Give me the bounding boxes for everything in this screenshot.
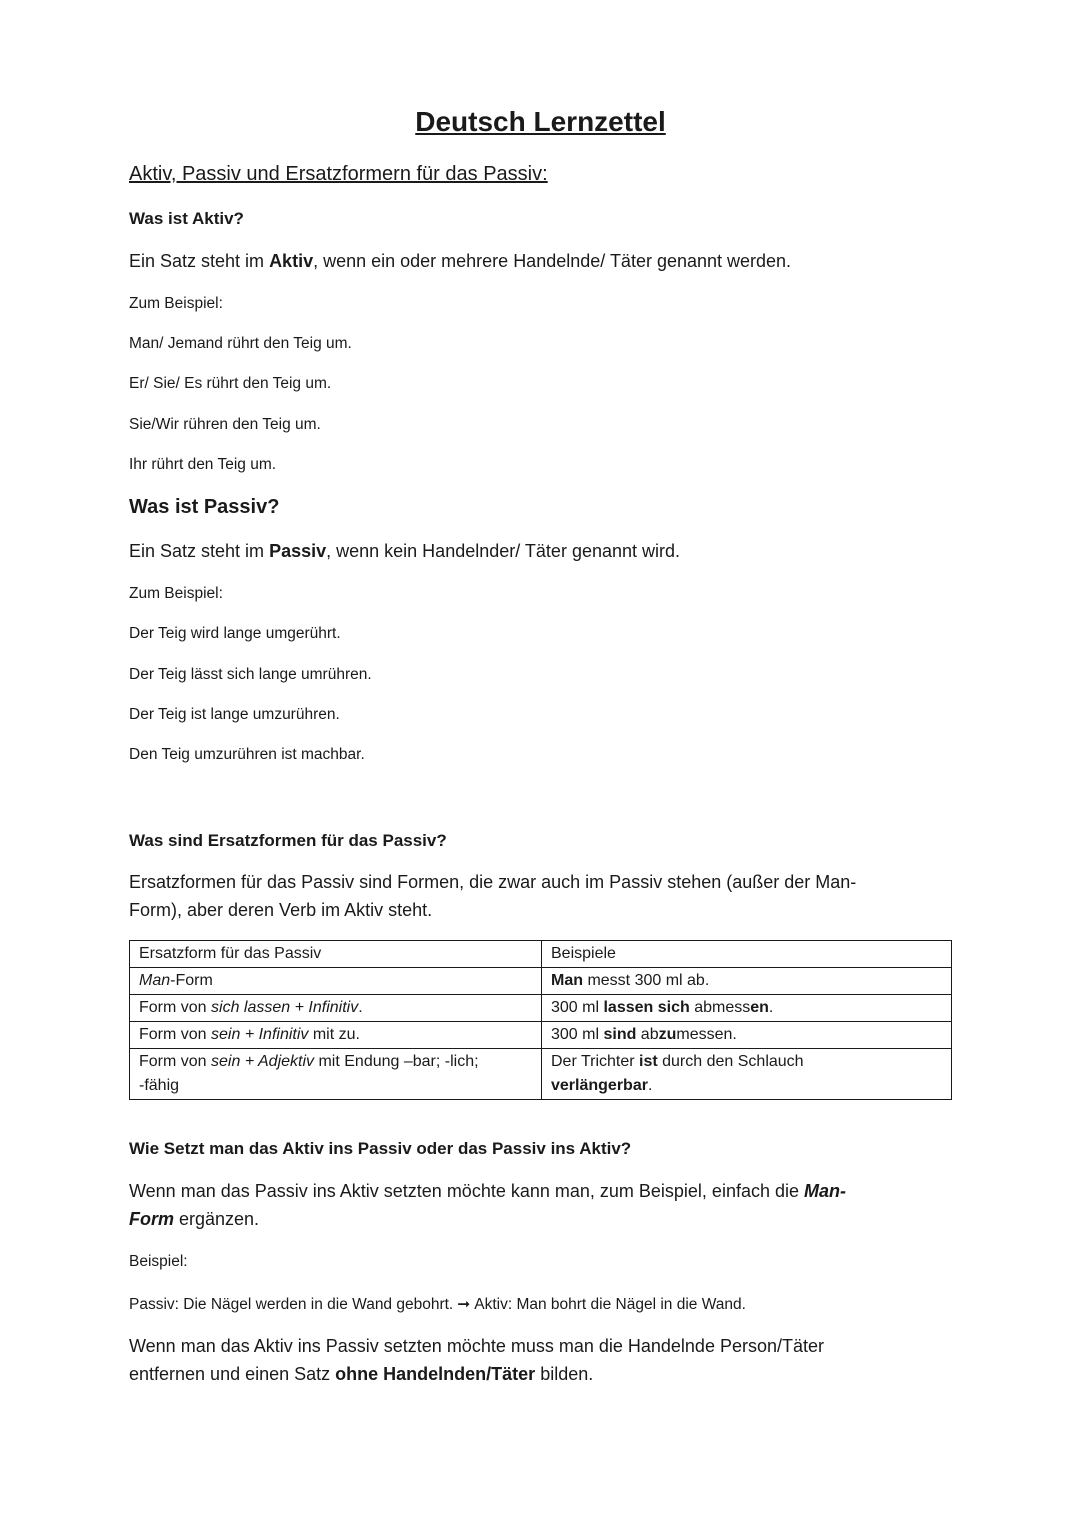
ersatz-intro-line2: Form), aber deren Verb im Aktiv steht. <box>129 900 433 920</box>
conversion-p1-line2 <box>129 1209 259 1230</box>
table-cell-example <box>542 968 952 995</box>
table-cell-example <box>542 1022 952 1049</box>
conversion-example-passiv: Passiv: Die Nägel werden in die Wand gebohrt. <box>129 1296 454 1313</box>
form-italic: sich lassen + Infinitiv <box>211 999 359 1016</box>
example-mid: abmess <box>689 999 751 1016</box>
example-mid: durch den Schlauch <box>657 1053 804 1070</box>
form-pre: Form von <box>139 1053 212 1070</box>
arrow-right-icon: ➞ <box>457 1296 471 1313</box>
table-row <box>130 1049 952 1100</box>
table-header-form: Ersatzform für das Passiv <box>130 941 542 968</box>
form-line2: -fähig <box>139 1077 180 1094</box>
conversion-heading: Wie Setzt man das Aktiv ins Passiv oder das Passiv ins Aktiv? <box>129 1139 632 1158</box>
aktiv-def-post: , wenn ein oder mehrere Handelnde/ Täter genannt werden. <box>313 251 792 271</box>
passiv-def-pre: Ein Satz steht im <box>129 541 270 561</box>
example-bold-2: zu <box>658 1026 677 1043</box>
form-italic: sein + Infinitiv <box>211 1026 309 1043</box>
form-post: . <box>358 999 363 1016</box>
page-subtitle: Aktiv, Passiv und Ersatzformern für das Passiv: <box>129 163 548 185</box>
conversion-p1-bolditalic-1: Man- <box>804 1181 846 1201</box>
aktiv-definition <box>129 251 791 272</box>
page-title: Deutsch Lernzettel <box>415 106 666 137</box>
form-post: mit Endung –bar; -lich; <box>314 1053 479 1070</box>
example-rest: messt 300 ml ab. <box>583 972 710 989</box>
passiv-heading: Was ist Passiv? <box>129 496 280 518</box>
ersatz-table <box>129 940 952 1100</box>
aktiv-example-label: Zum Beispiel: <box>129 295 223 312</box>
conversion-example-label: Beispiel: <box>129 1253 188 1270</box>
conversion-p2-pre: entfernen und einen Satz <box>129 1364 336 1384</box>
passiv-def-post: , wenn kein Handelnder/ Täter genannt wird. <box>326 541 681 561</box>
aktiv-heading: Was ist Aktiv? <box>129 209 244 228</box>
table-row <box>130 995 952 1022</box>
example-post: messen. <box>676 1026 737 1043</box>
table-cell-form <box>130 1022 542 1049</box>
table-cell-form <box>130 1049 542 1100</box>
conversion-p2-bold: ohne Handelnden/Täter <box>335 1364 536 1384</box>
example-pre: 300 ml <box>551 999 604 1016</box>
passiv-definition <box>129 541 680 562</box>
aktiv-example-4: Ihr rührt den Teig um. <box>129 456 277 473</box>
passiv-example-label: Zum Beispiel: <box>129 585 223 602</box>
table-cell-form <box>130 968 542 995</box>
example-bold-2: en <box>750 999 769 1016</box>
aktiv-example-1: Man/ Jemand rührt den Teig um. <box>129 335 352 352</box>
form-post: mit zu. <box>308 1026 360 1043</box>
example-post: . <box>768 999 774 1016</box>
passiv-def-bold: Passiv <box>269 541 327 561</box>
passiv-example-3: Der Teig ist lange umzurühren. <box>129 706 340 723</box>
table-header-example: Beispiele <box>542 941 952 968</box>
conversion-p1-post: ergänzen. <box>174 1209 260 1229</box>
conversion-p2-line2 <box>129 1364 593 1385</box>
aktiv-example-3: Sie/Wir rühren den Teig um. <box>129 416 321 433</box>
passiv-example-4: Den Teig umzurühren ist machbar. <box>129 746 365 763</box>
aktiv-example-2: Er/ Sie/ Es rührt den Teig um. <box>129 375 332 392</box>
passiv-example-1: Der Teig wird lange umgerührt. <box>129 625 341 642</box>
conversion-p1-pre: Wenn man das Passiv ins Aktiv setzten möchte kann man, zum Beispiel, einfach die <box>129 1181 804 1201</box>
table-cell-example <box>542 1049 952 1100</box>
aktiv-def-pre: Ein Satz steht im <box>129 251 270 271</box>
example-bold: Man <box>551 972 583 989</box>
conversion-p2-line1: Wenn man das Aktiv ins Passiv setzten möchte muss man die Handelnde Person/Täter <box>129 1336 825 1356</box>
form-pre: Form von <box>139 1026 212 1043</box>
aktiv-def-bold: Aktiv <box>269 251 314 271</box>
conversion-example-aktiv: Aktiv: Man bohrt die Nägel in die Wand. <box>474 1296 746 1313</box>
table-cell-form <box>130 995 542 1022</box>
ersatz-intro-line1: Ersatzformen für das Passiv sind Formen, die zwar auch im Passiv stehen (außer der Man- <box>129 872 857 892</box>
passiv-example-2: Der Teig lässt sich lange umrühren. <box>129 666 372 683</box>
example-bold: sind <box>603 1026 637 1043</box>
conversion-p2-post: bilden. <box>535 1364 594 1384</box>
table-row <box>130 968 952 995</box>
example-bold: ist <box>639 1053 658 1070</box>
example-bold-2: verlängerbar <box>551 1077 648 1094</box>
table-header-row <box>130 941 952 968</box>
form-rest: -Form <box>170 972 213 989</box>
example-bold: lassen sich <box>603 999 690 1016</box>
ersatz-heading: Was sind Ersatzformen für das Passiv? <box>129 831 447 850</box>
table-row <box>130 1022 952 1049</box>
example-post: . <box>647 1077 653 1094</box>
form-italic: Man <box>139 972 171 989</box>
conversion-example <box>129 1295 746 1314</box>
example-mid: ab <box>636 1026 659 1043</box>
example-pre: 300 ml <box>551 1026 604 1043</box>
example-pre: Der Trichter <box>551 1053 640 1070</box>
conversion-p1-line1 <box>129 1181 846 1202</box>
conversion-p1-bolditalic-2: Form <box>129 1209 174 1229</box>
table-cell-example <box>542 995 952 1022</box>
form-pre: Form von <box>139 999 212 1016</box>
form-italic: sein + Adjektiv <box>211 1053 315 1070</box>
